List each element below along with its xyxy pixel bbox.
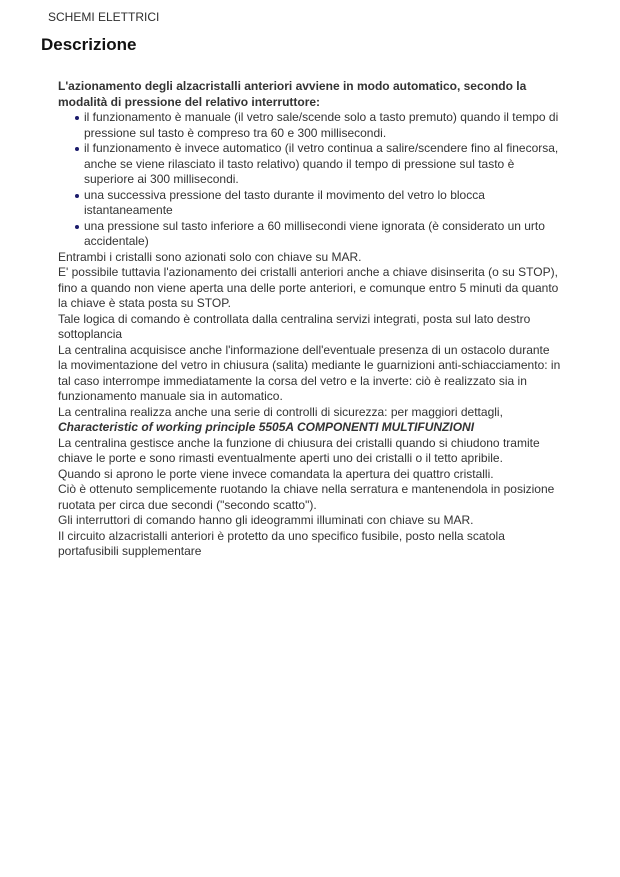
document-body [58, 79, 562, 560]
reference-line: Characteristic of working principle 5505A COMPONENTI MULTIFUNZIONI [58, 420, 475, 434]
paragraph: La centralina gestisce anche la funzione di chiusura dei cristalli quando si chiudono tramite chiave le porte e sono rimasti eventualmente aperti uno dei cristalli o il tetto apribile. [58, 435, 540, 465]
paragraph: Tale logica di comando è controllata dalla centralina servizi integrati, posta sul lato destro sottoplancia [58, 311, 531, 341]
paragraph: La centralina acquisisce anche l'informazione dell'eventuale presenza di un ostacolo durante la movimentazione del vetro in chiusura (salita) mediante le guarnizioni anti-schiacciamento: in tal caso interrompe immediatamente la corsa del vetro e la inverte: ciò è realizzato sia in funzionamento manuale sia in automatico. [58, 342, 561, 403]
bullet-text: il funzionamento è manuale (il vetro sale/scende solo a tasto premuto) quando il tempo di pressione sul tasto è compreso tra 60 e 300 millisecondi. [84, 110, 559, 140]
bullet-text: una successiva pressione del tasto durante il movimento del vetro lo blocca istantaneamente [84, 187, 485, 217]
paragraph: Quando si aprono le porte viene invece comandata la apertura dei quattro cristalli. [58, 466, 494, 481]
paragraph: Ciò è ottenuto semplicemente ruotando la chiave nella serratura e mantenendola in posizione ruotata per circa due secondi ("secondo scatto"). [58, 482, 555, 512]
document-header: SCHEMI ELETTRICI [48, 10, 160, 24]
bullet-text: il funzionamento è invece automatico (il vetro continua a salire/scendere fino al finecorsa, anche se viene rilasciato il tasto relativo) quando il tempo di pressione sul tasto è superiore ai 300 millisecondi. [84, 141, 559, 186]
page-title: Descrizione [41, 35, 137, 54]
bullet-list [58, 110, 562, 250]
bullet-dot-icon [75, 225, 79, 229]
paragraph: Gli interruttori di comando hanno gli ideogrammi illuminati con chiave su MAR. [58, 513, 474, 527]
bullet-dot-icon [75, 147, 79, 151]
bullet-dot-icon [75, 194, 79, 198]
intro-paragraph: L'azionamento degli alzacristalli anteriori avviene in modo automatico, secondo la modalità di pressione del relativo interruttore: [58, 79, 527, 109]
paragraph: La centralina realizza anche una serie di controlli di sicurezza: per maggiori dettagli, [58, 404, 503, 419]
bullet-item [58, 219, 562, 250]
bullet-item [58, 110, 562, 141]
bullet-item [58, 188, 562, 219]
bullet-dot-icon [75, 116, 79, 120]
paragraph: Il circuito alzacristalli anteriori è protetto da uno specifico fusibile, posto nella scatola portafusibili supplementare [58, 528, 505, 558]
bullet-item [58, 141, 562, 188]
paragraph: Entrambi i cristalli sono azionati solo con chiave su MAR. [58, 249, 362, 264]
bullet-text: una pressione sul tasto inferiore a 60 millisecondi viene ignorata (è considerato un urto accidentale) [84, 218, 545, 248]
paragraph: E' possibile tuttavia l'azionamento dei cristalli anteriori anche a chiave disinserita (o su STOP), fino a quando non viene aperta una delle porte anteriori, e comunque entro 5 minuti da quanto la chiave è stata posta su STOP. [58, 265, 559, 310]
